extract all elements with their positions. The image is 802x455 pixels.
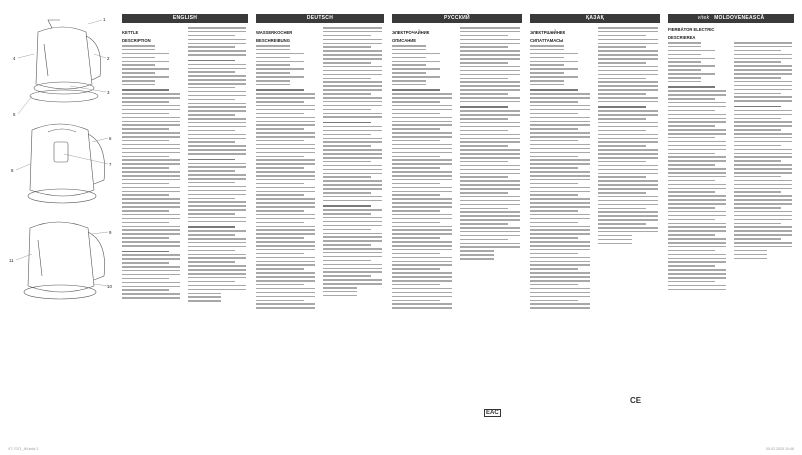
callout-5: 5 bbox=[13, 112, 16, 117]
sub-title-moldovan: DESCRIEREA bbox=[668, 35, 696, 40]
section-title-english: KETTLE bbox=[122, 30, 139, 35]
column-moldovan bbox=[668, 14, 794, 444]
sub-title-deutsch: BESCHREIBUNG bbox=[256, 38, 290, 43]
column-header-kazakh: ҚАЗАҚ bbox=[530, 14, 660, 23]
callout-1: 1 bbox=[103, 17, 106, 22]
column-deutsch bbox=[256, 14, 384, 444]
callout-3: 3 bbox=[107, 90, 110, 95]
callout-4: 4 bbox=[13, 56, 16, 61]
sub-title-kazakh: СИПАТТАМАСЫ bbox=[530, 38, 564, 43]
column-header-russian: РУССКИЙ bbox=[392, 14, 522, 23]
sub-title-english: DESCRIPTION bbox=[122, 38, 151, 43]
callout-11: 11 bbox=[9, 258, 14, 263]
column-header-deutsch: DEUTSCH bbox=[256, 14, 384, 23]
callout-6: 6 bbox=[109, 136, 112, 141]
section-title-russian: ЭЛЕКТРОЧАЙНИК bbox=[392, 30, 430, 35]
callout-10: 10 bbox=[107, 284, 112, 289]
kettle-diagram bbox=[8, 14, 114, 314]
footer-right: 05.02.2020 10:48 bbox=[766, 447, 794, 451]
brand-logo: vitek bbox=[697, 15, 710, 21]
eac-mark: EAC bbox=[486, 410, 499, 416]
callout-9: 9 bbox=[109, 230, 112, 235]
callout-2: 2 bbox=[107, 56, 110, 61]
column-russian bbox=[392, 14, 522, 444]
section-title-deutsch: WASSERKOCHER bbox=[256, 30, 293, 35]
section-title-kazakh: ЭЛЕКТРШӘЙНЕК bbox=[530, 30, 566, 35]
kettle-illustration bbox=[8, 14, 114, 314]
callout-7: 7 bbox=[109, 162, 112, 167]
callout-8: 8 bbox=[11, 168, 14, 173]
ce-mark: CE bbox=[630, 396, 642, 405]
footer-left: VT-7071_IM.indd 1 bbox=[8, 447, 39, 451]
column-header-english: ENGLISH bbox=[122, 14, 248, 23]
column-header-moldovan-label: MOLDOVENEASCĂ bbox=[714, 15, 765, 21]
section-title-moldovan: FIERBĂTOR ELECTRIC bbox=[668, 27, 715, 32]
column-english bbox=[122, 14, 248, 444]
column-header-moldovan bbox=[668, 14, 794, 23]
column-kazakh bbox=[530, 14, 660, 444]
sub-title-russian: ОПИСАНИЕ bbox=[392, 38, 417, 43]
